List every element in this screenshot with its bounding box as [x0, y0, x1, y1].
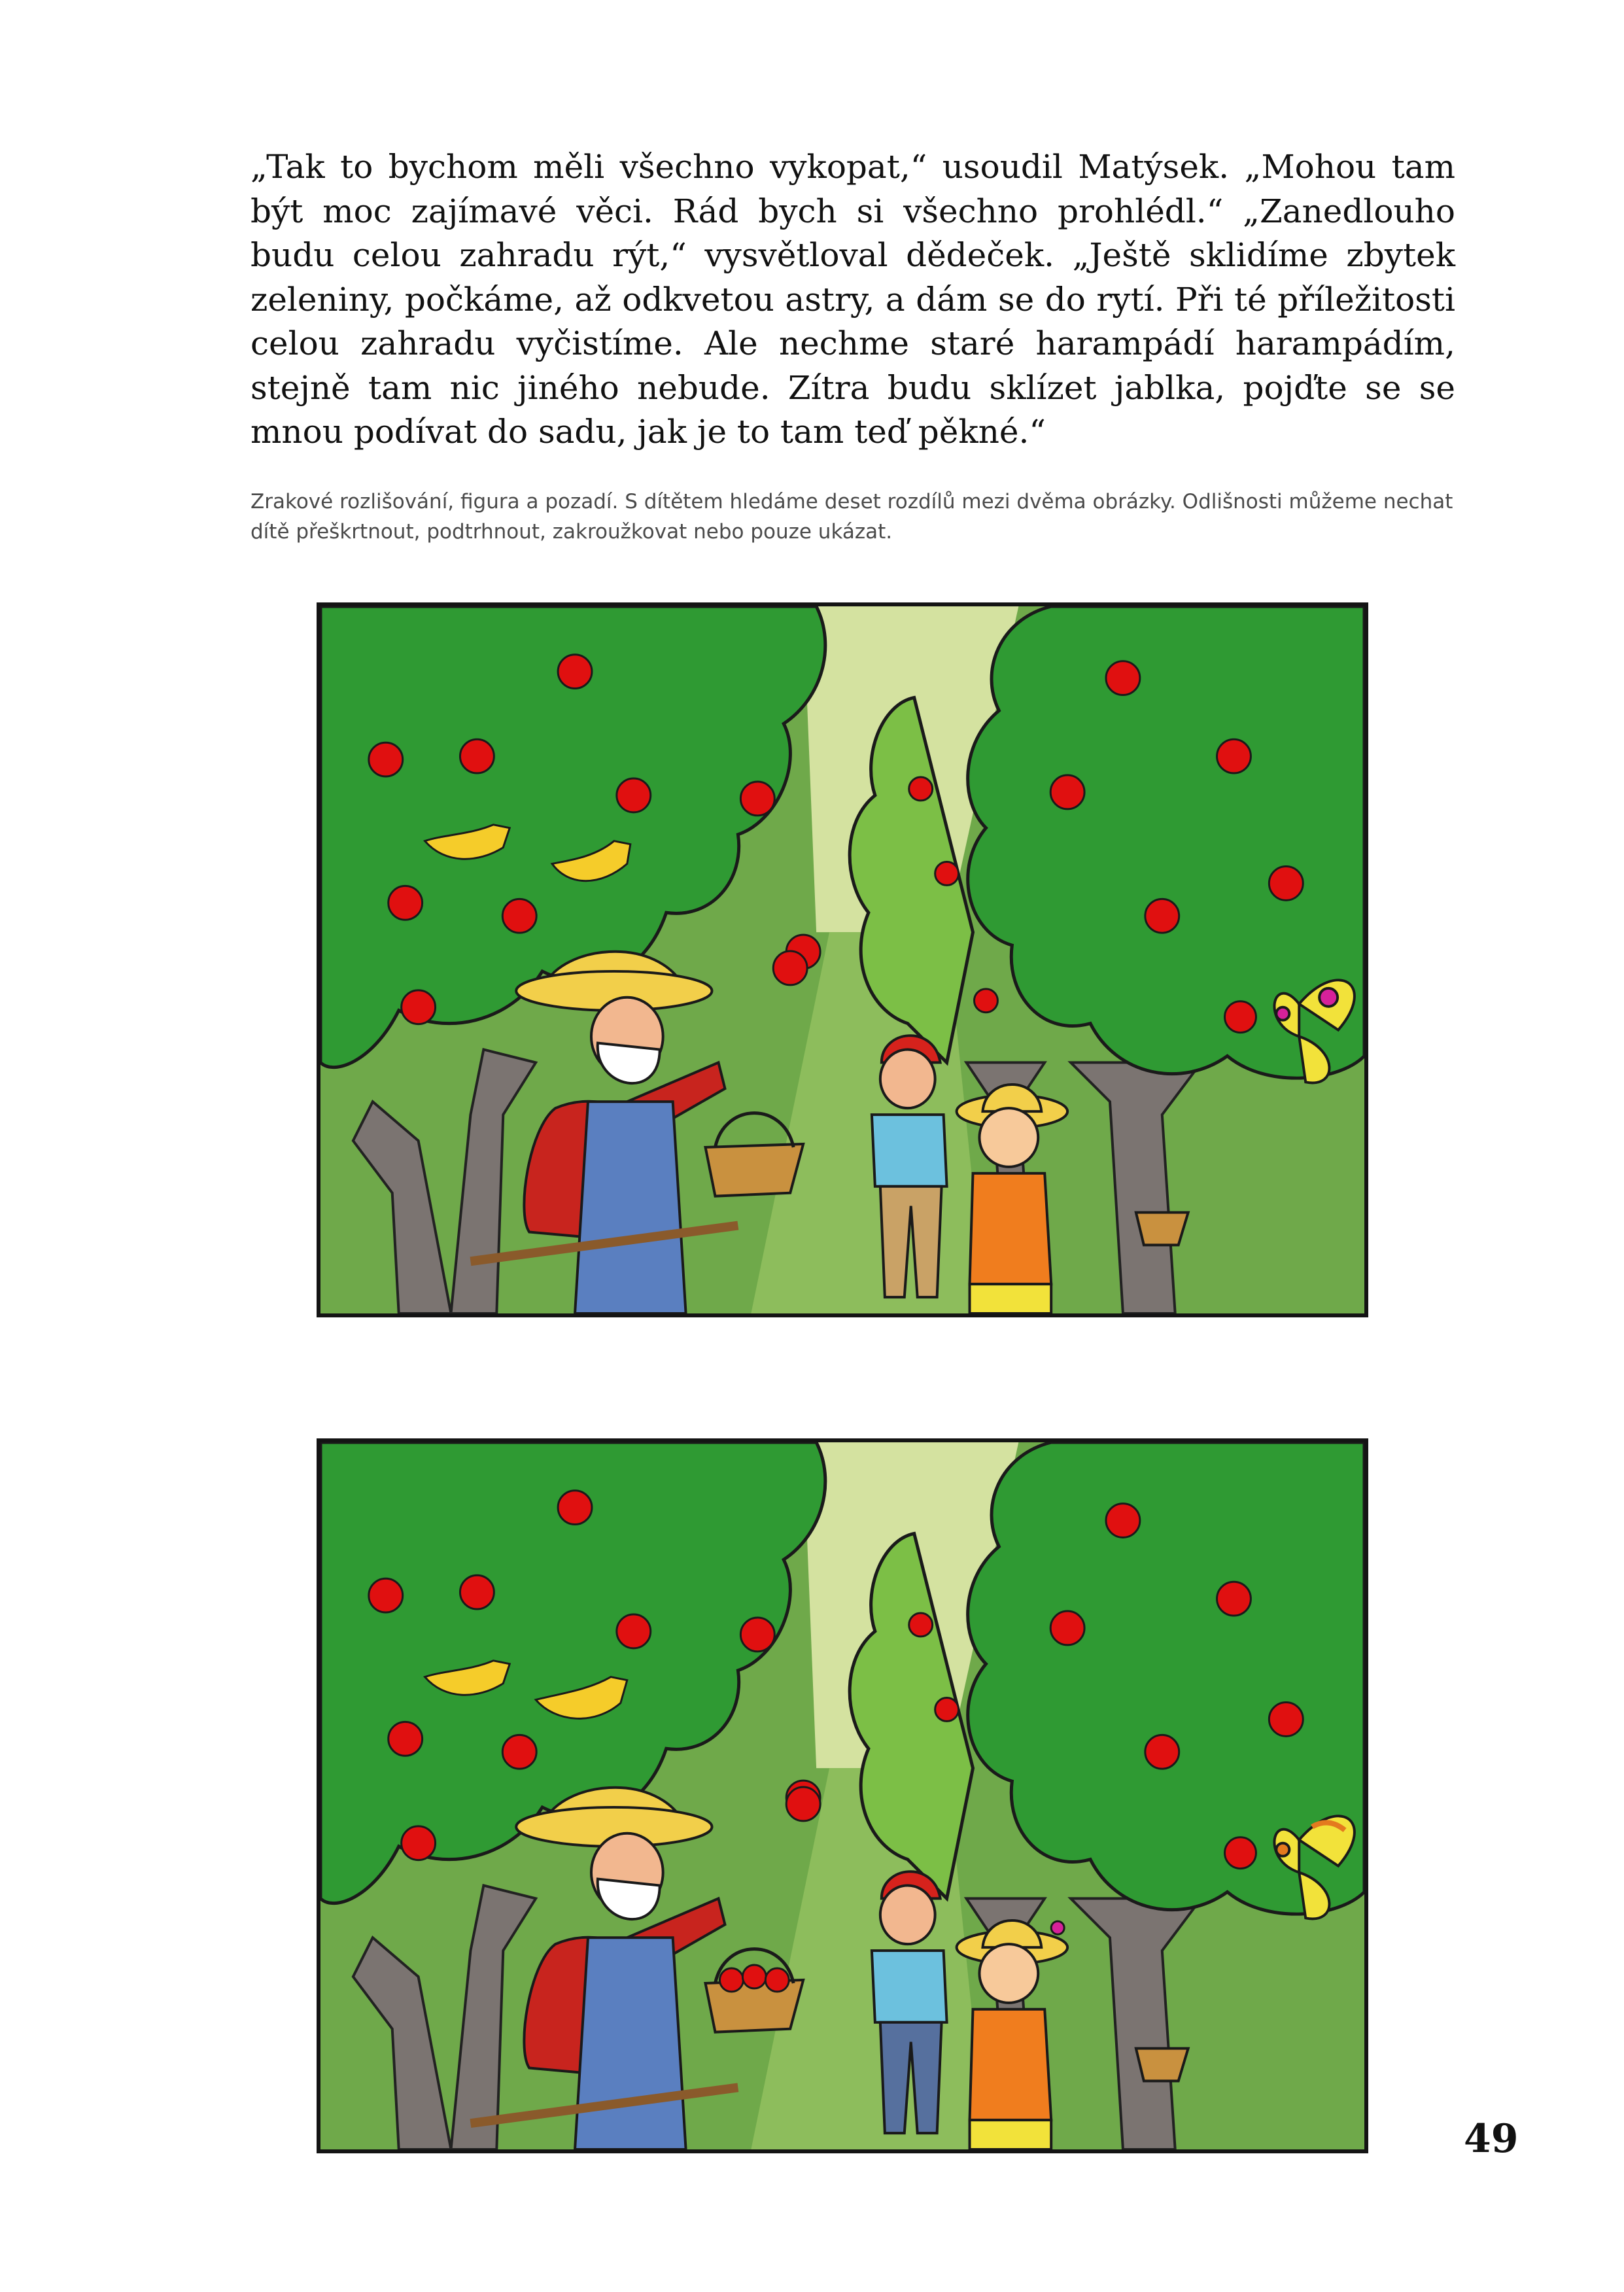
- orchard-scene-bottom-icon: [320, 1442, 1364, 2149]
- illustration-bottom: [317, 1438, 1368, 2153]
- page-number: 49: [1464, 2116, 1519, 2162]
- exercise-instructions: Zrakové rozlišování, figura a pozadí. S dítětem hledáme deset rozdílů mezi dvěma obrázky. Odlišnosti můžeme nechat dítě přeškrtnout, podtrhnout, zakroužkovat nebo pouze ukázat.: [251, 490, 1453, 544]
- illustration-top: [317, 602, 1368, 1317]
- orchard-scene-top-icon: [320, 606, 1364, 1313]
- story-paragraph: „Tak to bychom měli všechno vykopat,“ usoudil Matýsek. „Mohou tam být moc zajímavé věci. Rád bych si všechno prohlédl.“ „Zanedlouho budu celou zahradu rýt,“ vysvětloval dědeček. „Ještě sklidíme zbytek zeleniny, počkáme, až odkvetou astry, a dám se do rytí. Při té příležitosti celou zahradu vyčistíme. Ale nechme staré harampádí harampádím, stejně tam nic jiného nebude. Zítra budu sklízet jablka, pojďte se se mnou podívat do sadu, jak je to tam teď pěkné.“: [251, 148, 1455, 451]
